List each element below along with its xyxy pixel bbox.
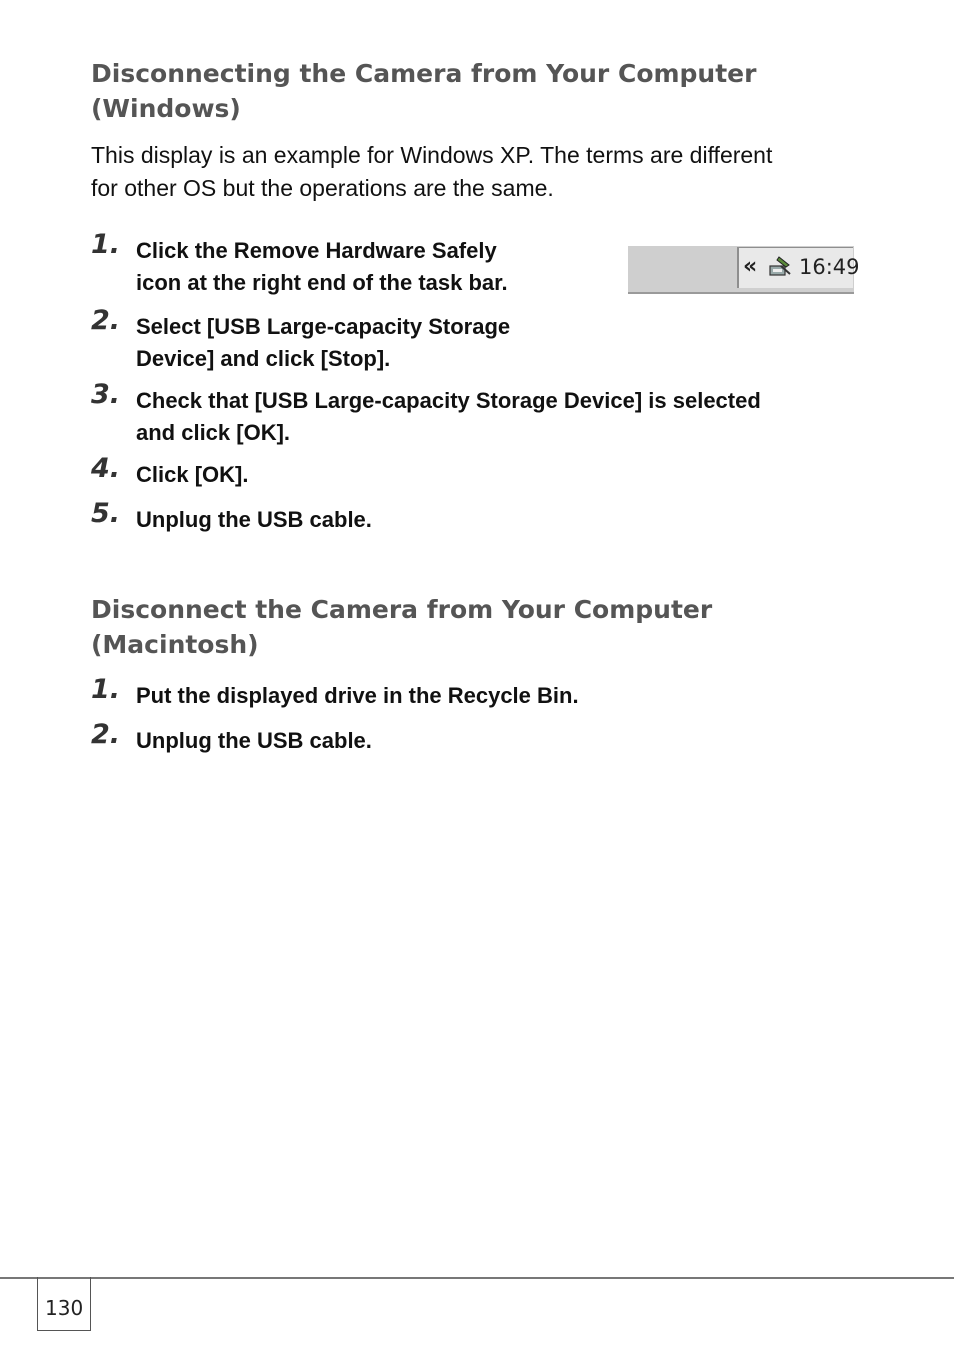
step-number: 1. (91, 674, 121, 705)
intro-line2: for other OS but the operations are the same. (91, 175, 554, 201)
step-number: 2. (91, 719, 121, 750)
step-number: 1. (91, 229, 121, 260)
show-hidden-icons-chevron[interactable]: « (743, 254, 758, 279)
taskbar-screenshot (628, 246, 860, 294)
windows-intro-paragraph (91, 139, 861, 205)
step-text: Select [USB Large-capacity Storage Device] and click [Stop]. (136, 314, 511, 371)
step-number: 3. (91, 379, 121, 410)
step-text: Unplug the USB cable. (136, 507, 372, 532)
mac-heading-line1: Disconnect the Camera from Your Computer (91, 595, 713, 624)
page-number: 130 (45, 1296, 84, 1320)
windows-section-heading (91, 56, 831, 126)
step-number: 2. (91, 305, 121, 336)
step-text: Check that [USB Large-capacity Storage Device] is selected and click [OK]. (136, 388, 761, 445)
mac-heading-line2: (Macintosh) (91, 630, 259, 659)
step-number: 5. (91, 498, 121, 529)
page-number-box (37, 1277, 91, 1331)
step-text: Click the Remove Hardware Safely icon at the right end of the task bar. (136, 238, 508, 295)
taskbar-clock: 16:49 (799, 255, 860, 279)
step-number: 4. (91, 453, 121, 484)
remove-hardware-safely-icon[interactable] (767, 254, 793, 280)
windows-heading-line2: (Windows) (91, 94, 241, 123)
step-text: Click [OK]. (136, 462, 249, 487)
windows-heading-line1: Disconnecting the Camera from Your Computer (91, 59, 757, 88)
intro-line1: This display is an example for Windows XP. The terms are different (91, 142, 773, 168)
step-text: Unplug the USB cable. (136, 728, 372, 753)
mac-section-heading (91, 592, 831, 662)
system-tray (737, 247, 860, 288)
step-text: Put the displayed drive in the Recycle Bin. (136, 683, 579, 708)
footer-divider (0, 1277, 954, 1279)
